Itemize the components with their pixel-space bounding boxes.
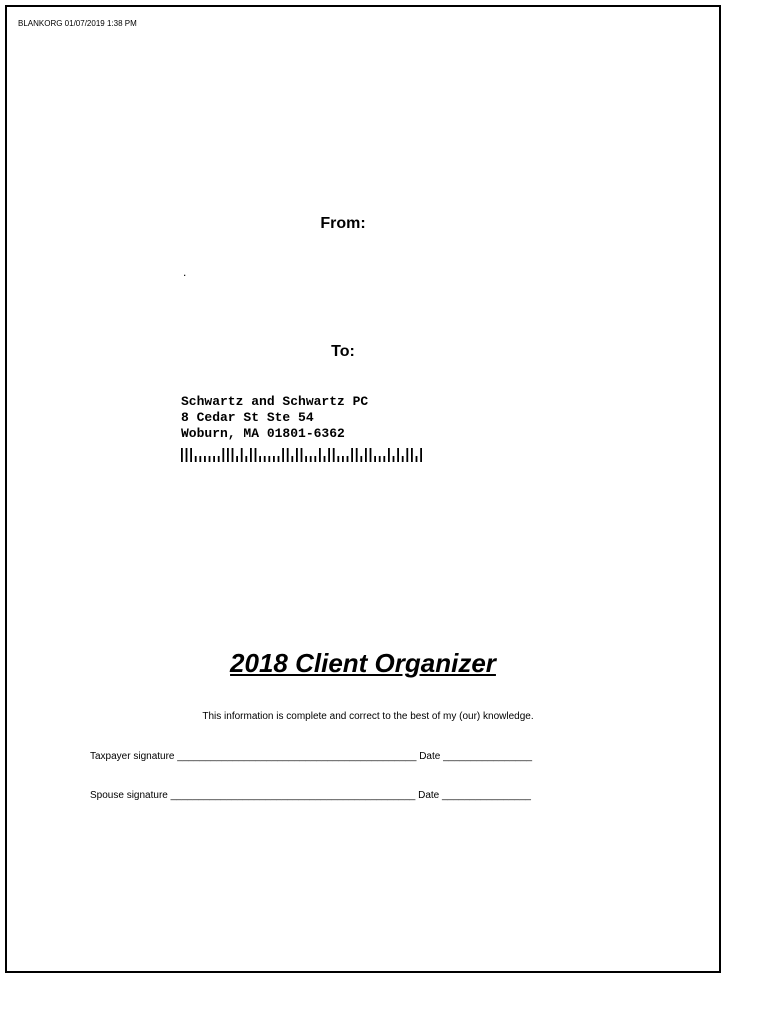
barcode-bar [379,456,381,462]
barcode-bar [356,448,358,462]
barcode-bar [236,456,238,462]
barcode-bar [333,448,335,462]
barcode-bar [370,448,372,462]
barcode-bar [222,448,224,462]
barcode-bar [328,448,330,462]
barcode-bar [213,456,215,462]
barcode-bar [255,448,257,462]
barcode-bar [264,456,266,462]
barcode-bar [342,456,344,462]
barcode-bar [383,456,385,462]
barcode-bar [259,456,261,462]
barcode-bar [250,448,252,462]
from-address: . [183,265,187,279]
barcode-bar [195,456,197,462]
barcode-bar [347,456,349,462]
from-label: From: [320,215,366,232]
to-address-line-1: Schwartz and Schwartz PC [181,394,369,409]
barcode-bar [365,448,367,462]
barcode-bar [190,448,192,462]
barcode-bar [282,448,284,462]
barcode-bar [287,448,289,462]
barcode-bar [406,448,408,462]
spouse-signature-line: Spouse signature ____________________________________________ Date ________________ [90,790,531,801]
barcode-bar [209,456,211,462]
document-title: 2018 Client Organizer [230,648,496,678]
barcode-bar [388,448,390,462]
to-label: To: [331,343,355,360]
barcode-bar [218,456,220,462]
barcode-bar [314,456,316,462]
barcode-bar [278,456,280,462]
barcode-bar [310,456,312,462]
print-stamp: BLANKORG 01/07/2019 1:38 PM [18,19,137,28]
barcode-bar [199,456,201,462]
barcode-bar [360,456,362,462]
barcode-bar [416,456,418,462]
barcode-bar [337,456,339,462]
barcode-bar [245,456,247,462]
barcode-bar [204,456,206,462]
barcode-bar [351,448,353,462]
barcode-bar [186,448,188,462]
to-address [181,394,368,442]
barcode-bar [324,456,326,462]
barcode-bar [305,456,307,462]
barcode-bar [402,456,404,462]
barcode-bar [273,456,275,462]
barcode-bar [420,448,422,462]
barcode-bar [291,456,293,462]
barcode-bar [319,448,321,462]
barcode-bar [301,448,303,462]
barcode-bar [397,448,399,462]
barcode-bar [411,448,413,462]
page-border [5,5,721,973]
barcode-bar [393,456,395,462]
barcode-bar [227,448,229,462]
barcode-bar [268,456,270,462]
barcode-bar [374,456,376,462]
barcode-bar [232,448,234,462]
to-address-line-2: 8 Cedar St Ste 54 [181,410,314,425]
postal-barcode [181,448,431,462]
certification-statement: This information is complete and correct to the best of my (our) knowledge. [202,711,534,722]
barcode-bar [296,448,298,462]
to-address-line-3: Woburn, MA 01801-6362 [181,426,345,441]
barcode-bar [241,448,243,462]
barcode-bar [181,448,183,462]
taxpayer-signature-line: Taxpayer signature ___________________________________________ Date ________________ [90,751,533,762]
